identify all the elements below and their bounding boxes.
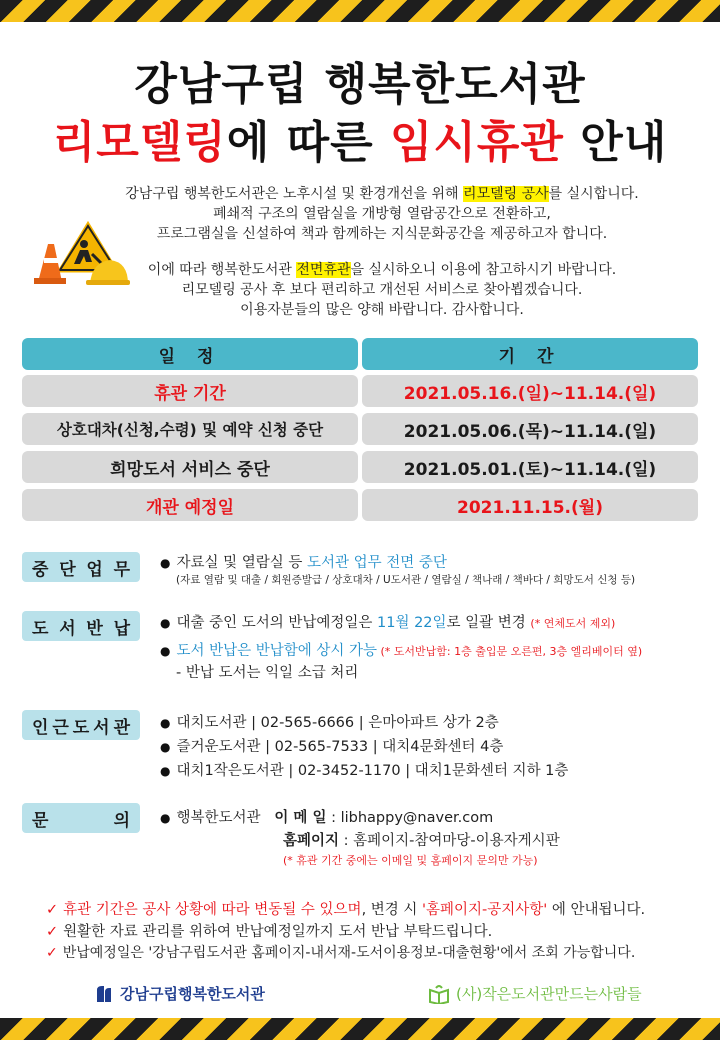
intro-line-2: 폐쇄적 구조의 열람실을 개방형 열람공간으로 전환하고, [213,206,551,222]
schedule-row-request-label: 희망도서 서비스 중단 [22,451,358,483]
inquiry-note: (* 휴관 기간 중에는 이메일 및 홈페이지 문의만 가능) [283,854,538,867]
intro-line-5: 리모델링 공사 후 보다 편리하고 개선된 서비스로 찾아뵙겠습니다. [181,282,583,298]
schedule-row-reopen-label: 개관 예정일 [22,489,358,521]
nearby-library-1: ● 대치도서관 | 02-565-6666 | 은마아파트 상가 2층 [160,711,499,732]
schedule-row-closure-period: 2021.05.16.(일)~11.14.(일) [362,375,698,407]
section-label-suspend: 중 단 업 무 [22,552,140,582]
schedule-header-period: 기 간 [362,338,698,370]
schedule-row-loan-label: 상호대차(신청,수령) 및 예약 신청 중단 [22,413,358,445]
subtitle-end: 안내 [563,117,668,168]
intro-line-4 [92,260,672,280]
suspend-sub-line: (자료 열람 및 대출 / 회원증발급 / 상호대차 / U도서관 / 열람실 / 책나래 / 책바다 / 희망도서 신청 등) [176,574,636,586]
intro-line-6: 이용자분들의 많은 양해 바랍니다. 감사합니다. [240,302,524,318]
intro-highlight-closure: 전면휴관 [296,262,351,278]
caution-stripe-bottom [0,1018,720,1040]
inquiry-email-line: ● 행복한도서관 이 메 일 : libhappy@naver.com [160,806,493,827]
section-label-return: 도 서 반 납 [22,611,140,641]
nearby-library-3: ● 대치1작은도서관 | 02-3452-1170 | 대치1문화센터 지하 1층 [160,759,568,780]
inquiry-homepage-line: 홈페이지 : 홈페이지-참여마당-이용자게시판 [283,833,560,849]
schedule-header-item: 일 정 [22,338,358,370]
page-subtitle [0,106,720,170]
return-line-2: ● 도서 반납은 반납함에 상시 가능 (* 도서반납함: 1층 출입문 오른편, 3층 엘리베이터 옆) [160,639,642,660]
schedule-row-request-period: 2021.05.01.(토)~11.14.(일) [362,451,698,483]
subtitle-closure: 임시휴관 [389,117,564,168]
schedule-row-reopen-period: 2021.11.15.(월) [362,489,698,521]
intro-line-1-post: 를 실시합니다. [548,186,639,202]
note-3: ✓ 반납예정일은 '강남구립도서관 홈페이지-내서재-도서이용정보-대출현황'에서 조회 가능합니다. [46,945,636,961]
schedule-row-closure-label: 휴관 기간 [22,375,358,407]
section-label-inquiry: 문 의 [22,803,140,833]
intro-paragraph-1 [92,184,672,244]
caution-stripe-top [0,0,720,22]
intro-highlight-remodeling: 리모델링 공사 [463,186,549,202]
intro-paragraph-2 [92,260,672,320]
suspend-line-1: ● 자료실 및 열람실 등 도서관 업무 전면 중단 [160,551,447,572]
intro-line-1-pre: 강남구립 행복한도서관은 노후시설 및 환경개선을 위해 [125,186,464,202]
small-library-org-logo-text: (사)작은도서관만드는사람들 [456,985,642,1003]
subtitle-middle: 에 따른 [226,117,390,168]
library-logo-icon [94,984,114,1004]
return-line-3: - 반납 도서는 익일 소급 처리 [176,665,359,681]
schedule-row-loan-period: 2021.05.06.(목)~11.14.(일) [362,413,698,445]
intro-line-1 [92,184,672,204]
intro-line-4-pre: 이에 따라 행복한도서관 [147,262,297,278]
page-title: 강남구립 행복한도서관 [134,59,586,110]
gangnam-library-logo-text: 강남구립행복한도서관 [120,985,265,1003]
subtitle-remodeling: 리모델링 [52,117,227,168]
gangnam-library-logo [94,983,265,1004]
intro-line-4-post: 을 실시하오니 이용에 참고하시기 바랍니다. [350,262,617,278]
return-line-1: ● 대출 중인 도서의 반납예정일은 11월 22일로 일괄 변경 (* 연체도서 제외) [160,611,615,632]
intro-line-3: 프로그램실을 신설하여 책과 함께하는 지식문화공간을 제공하고자 합니다. [156,226,608,242]
section-label-nearby: 인 근 도 서 관 [22,710,140,740]
book-logo-icon [428,984,450,1004]
note-1: ✓ 휴관 기간은 공사 상황에 따라 변동될 수 있으며, 변경 시 '홈페이지-공지사항' 에 안내됩니다. [46,902,646,918]
small-library-org-logo [428,983,642,1004]
nearby-library-2: ● 즐거운도서관 | 02-565-7533 | 대치4문화센터 4층 [160,735,503,756]
note-2: ✓ 원활한 자료 관리를 위하여 반납예정일까지 도서 반납 부탁드립니다. [46,924,493,940]
